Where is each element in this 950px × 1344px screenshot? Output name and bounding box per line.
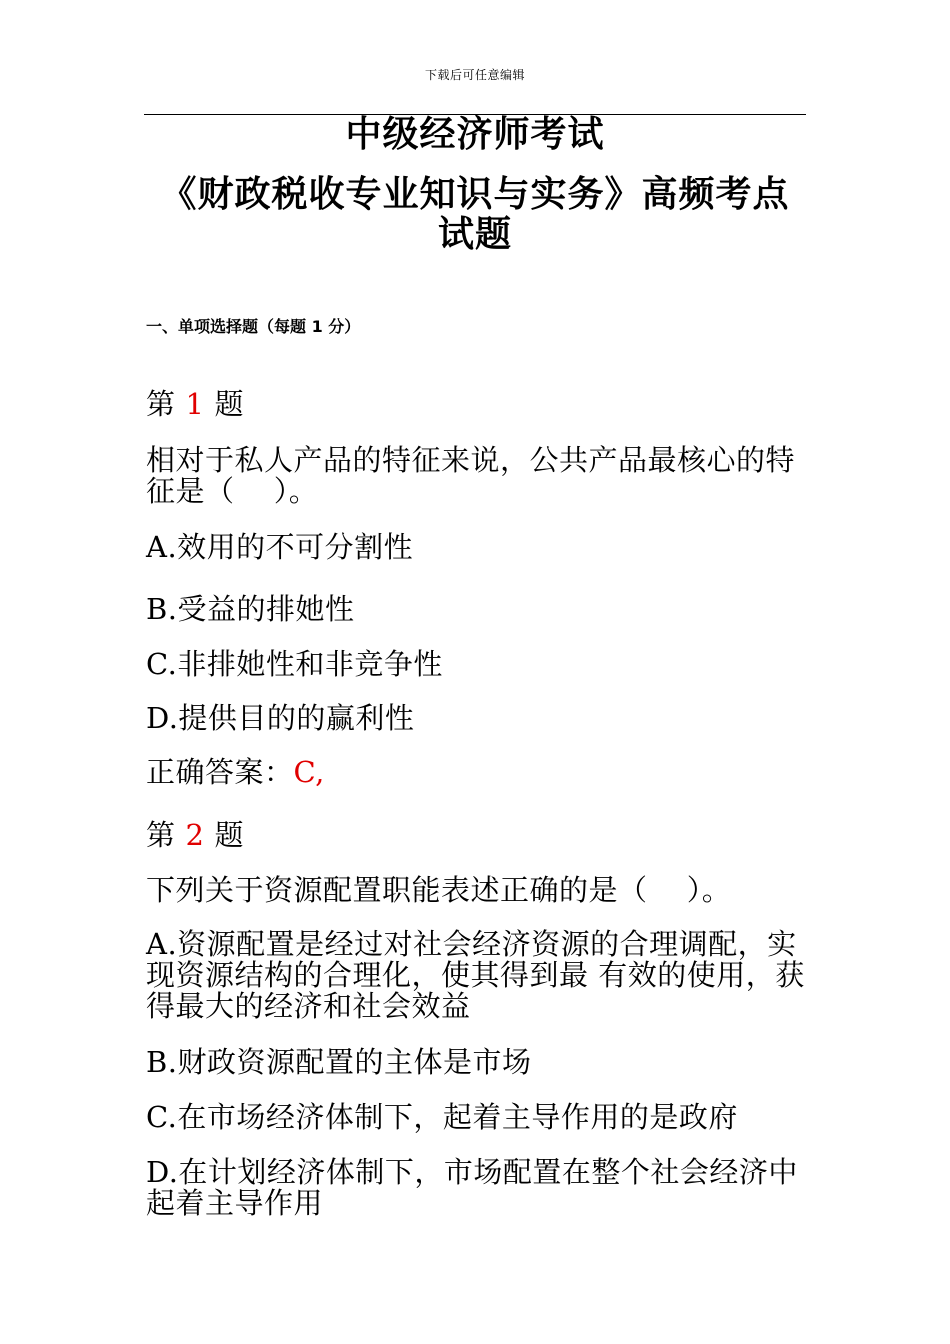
question-1-option-d: D.提供目的的赢利性 [146,701,415,735]
question-suffix: 题 [214,818,244,852]
answer-label: 正确答案： [146,755,294,789]
section-heading: 一、单项选择题（每题 1 分） [146,317,361,336]
question-1-option-c: C.非排她性和非竞争性 [146,647,443,681]
question-prefix: 第 [146,818,176,852]
question-suffix: 题 [214,387,244,421]
title-line-3: 试题 [437,214,512,255]
header-note: 下载后可任意编辑 [424,68,525,82]
question-2-option-d: D.在计划经济体制下，市场配置在整个社会经济中起着主导作用 [146,1155,798,1220]
question-2-option-c: C.在市场经济体制下，起着主导作用的是政府 [146,1100,738,1134]
title-line-1: 中级经济师考试 [345,114,605,155]
question-1-option-a: A.效用的不可分割性 [146,530,414,564]
question-number: 1 [185,387,205,421]
question-2-option-b: B.财政资源配置的主体是市场 [146,1045,532,1079]
question-1-stem: 相对于私人产品的特征来说，公共产品最核心的特征是（ ）。 [146,443,796,508]
question-prefix: 第 [146,387,176,421]
question-number: 2 [185,818,205,852]
question-1-heading [146,389,806,420]
question-1-answer [146,757,806,788]
question-2-option-a: A.资源配置是经过对社会经济资源的合理调配，实现资源结构的合理化，使其得到最 有效的使用，获得最大的经济和社会效益 [146,927,805,1023]
answer-value: C, [293,755,325,789]
question-2-heading [146,820,806,851]
question-2-stem: 下列关于资源配置职能表述正确的是（ ）。 [146,873,732,907]
question-1-option-b: B.受益的排她性 [146,592,355,626]
title-line-2: 《财政税收专业知识与实务》高频考点 [160,174,790,215]
